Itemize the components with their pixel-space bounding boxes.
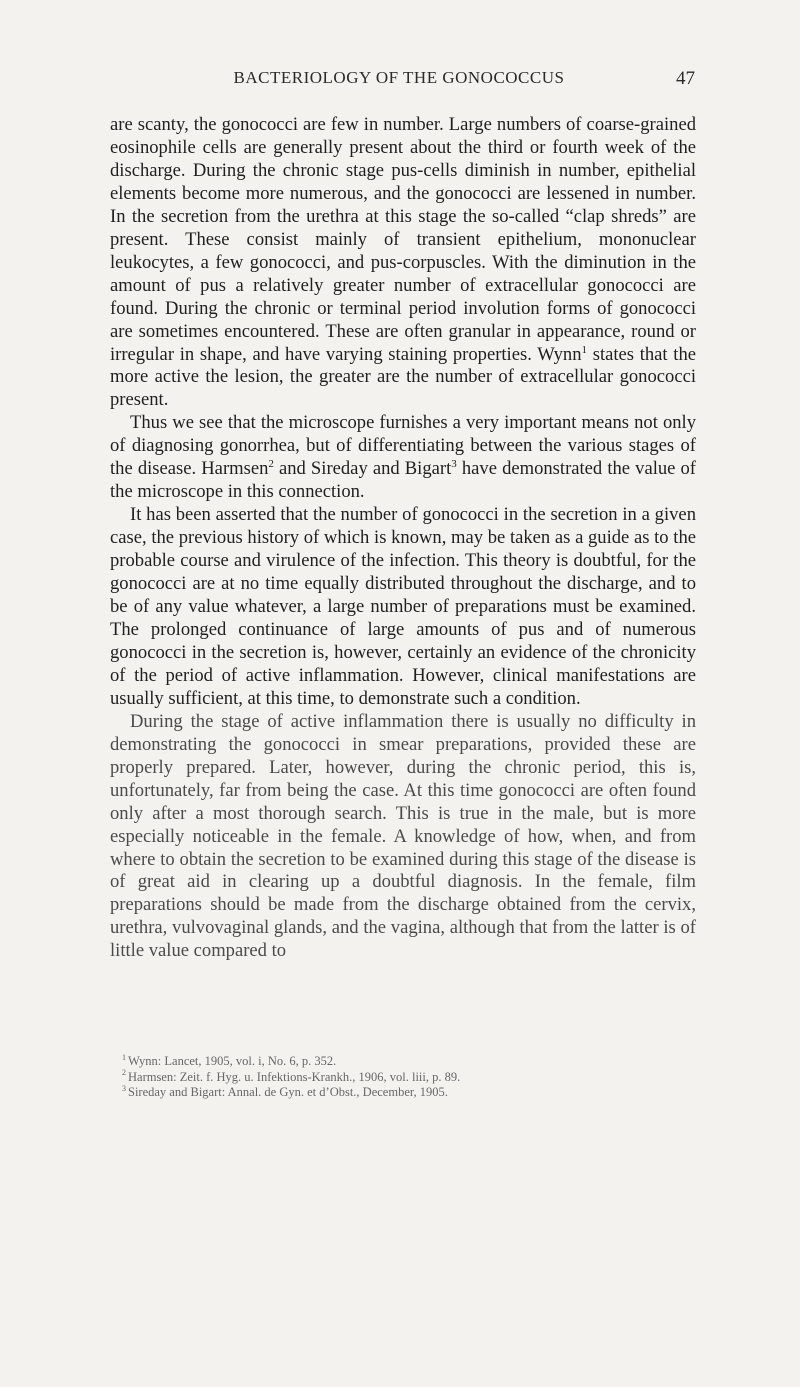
footnote-1-mark: 1 [122, 1052, 126, 1062]
footnote-1-text: Wynn: Lancet, 1905, vol. i, No. 6, p. 352. [128, 1054, 337, 1068]
body-text [110, 114, 696, 963]
footnote-1 [110, 1054, 696, 1070]
paragraph-4: During the stage of active inflammation there is usually no difficulty in demonstrating the gonococci in smear preparations, provided these are properly prepared. Later, however, during the chronic period, this is, unfortunately, far from being the case. At this time gonococci are often found only after a most thorough search. This is true in the male, but is more especially noticeable in the female. A knowledge of how, when, and from where to obtain the secretion to be examined during this stage of the disease is of great aid in clearing up a doubtful diagnosis. In the female, film preparations should be made from the discharge obtained from the cervix, urethra, vulvovaginal glands, and the vagina, although that from the latter is of little value compared to [110, 710, 696, 962]
footnote-ref-1: 1 [581, 343, 588, 356]
footnotes [110, 1054, 696, 1101]
footnote-ref-2: 2 [268, 458, 274, 471]
paragraph-2-text-c: have demonstrated the value of the microscope in this connection. [110, 458, 697, 503]
footnote-2 [110, 1070, 696, 1086]
footnote-2-text: Harmsen: Zeit. f. Hyg. u. Infektions-Krankh., 1906, vol. liii, p. 89. [128, 1069, 461, 1084]
paragraph-3: It has been asserted that the number of gonococci in the secretion in a given case, the previous history of which is known, may be taken as a guide as to the probable course and virulence of the infection. This theory is doubtful, for the gonococci are at no time equally distributed throughout the discharge, and to be of any value whatever, a large number of preparations must be examined. The prolonged continuance of large amounts of pus and of numerous gonococci in the secretion is, however, certainly an evidence of the chronicity of the period of active inflammation. However, clinical manifestations are usually sufficient, at this time, to demonstrate such a condition. [110, 504, 696, 709]
footnote-3-mark: 3 [122, 1083, 126, 1093]
page-header [103, 68, 695, 92]
footnote-3-text: Sireday and Bigart: Annal. de Gyn. et d’Obst., December, 1905. [128, 1085, 448, 1099]
footnote-3 [110, 1085, 696, 1101]
paragraph-1 [110, 114, 696, 412]
footnote-ref-3: 3 [451, 458, 457, 471]
paragraph-1-text-a: are scanty, the gonococci are few in number. Large numbers of coarse-grained eosinophile cells are generally present about the third or fourth week of the discharge. During the chronic stage pus-cells diminish in number, epithelial elements become more numerous, and the gonococci are lessened in number. In the secretion from the urethra at this stage the so-called “clap shreds” are present. These consist mainly of transient epithelium, mononuclear leukocytes, a few gonococci, and pus-corpuscles. With the diminution in the amount of pus a relatively greater number of extracellular gonococci are found. During the chronic or terminal period involution forms of gonococci are sometimes encountered. These are often granular in appearance, round or irregular in shape, and have varying staining properties. Wynn [110, 114, 696, 365]
footnote-2-mark: 2 [122, 1068, 126, 1078]
paragraph-1-text-b: states that the more active the lesion, the greater are the number of extracellular gonococci present. [110, 343, 696, 411]
paragraph-2 [110, 412, 696, 504]
paragraph-2-text-a: Thus we see that the microscope furnishes a very important means not only of diagnosing gonorrhea, but of differentiating between the various stages of the disease. Harmsen [110, 412, 696, 480]
page-number: 47 [676, 68, 695, 89]
paragraph-2-text-b: and Sireday and Bigart [273, 458, 452, 480]
running-head: BACTERIOLOGY OF THE GONOCOCCUS [233, 68, 565, 87]
